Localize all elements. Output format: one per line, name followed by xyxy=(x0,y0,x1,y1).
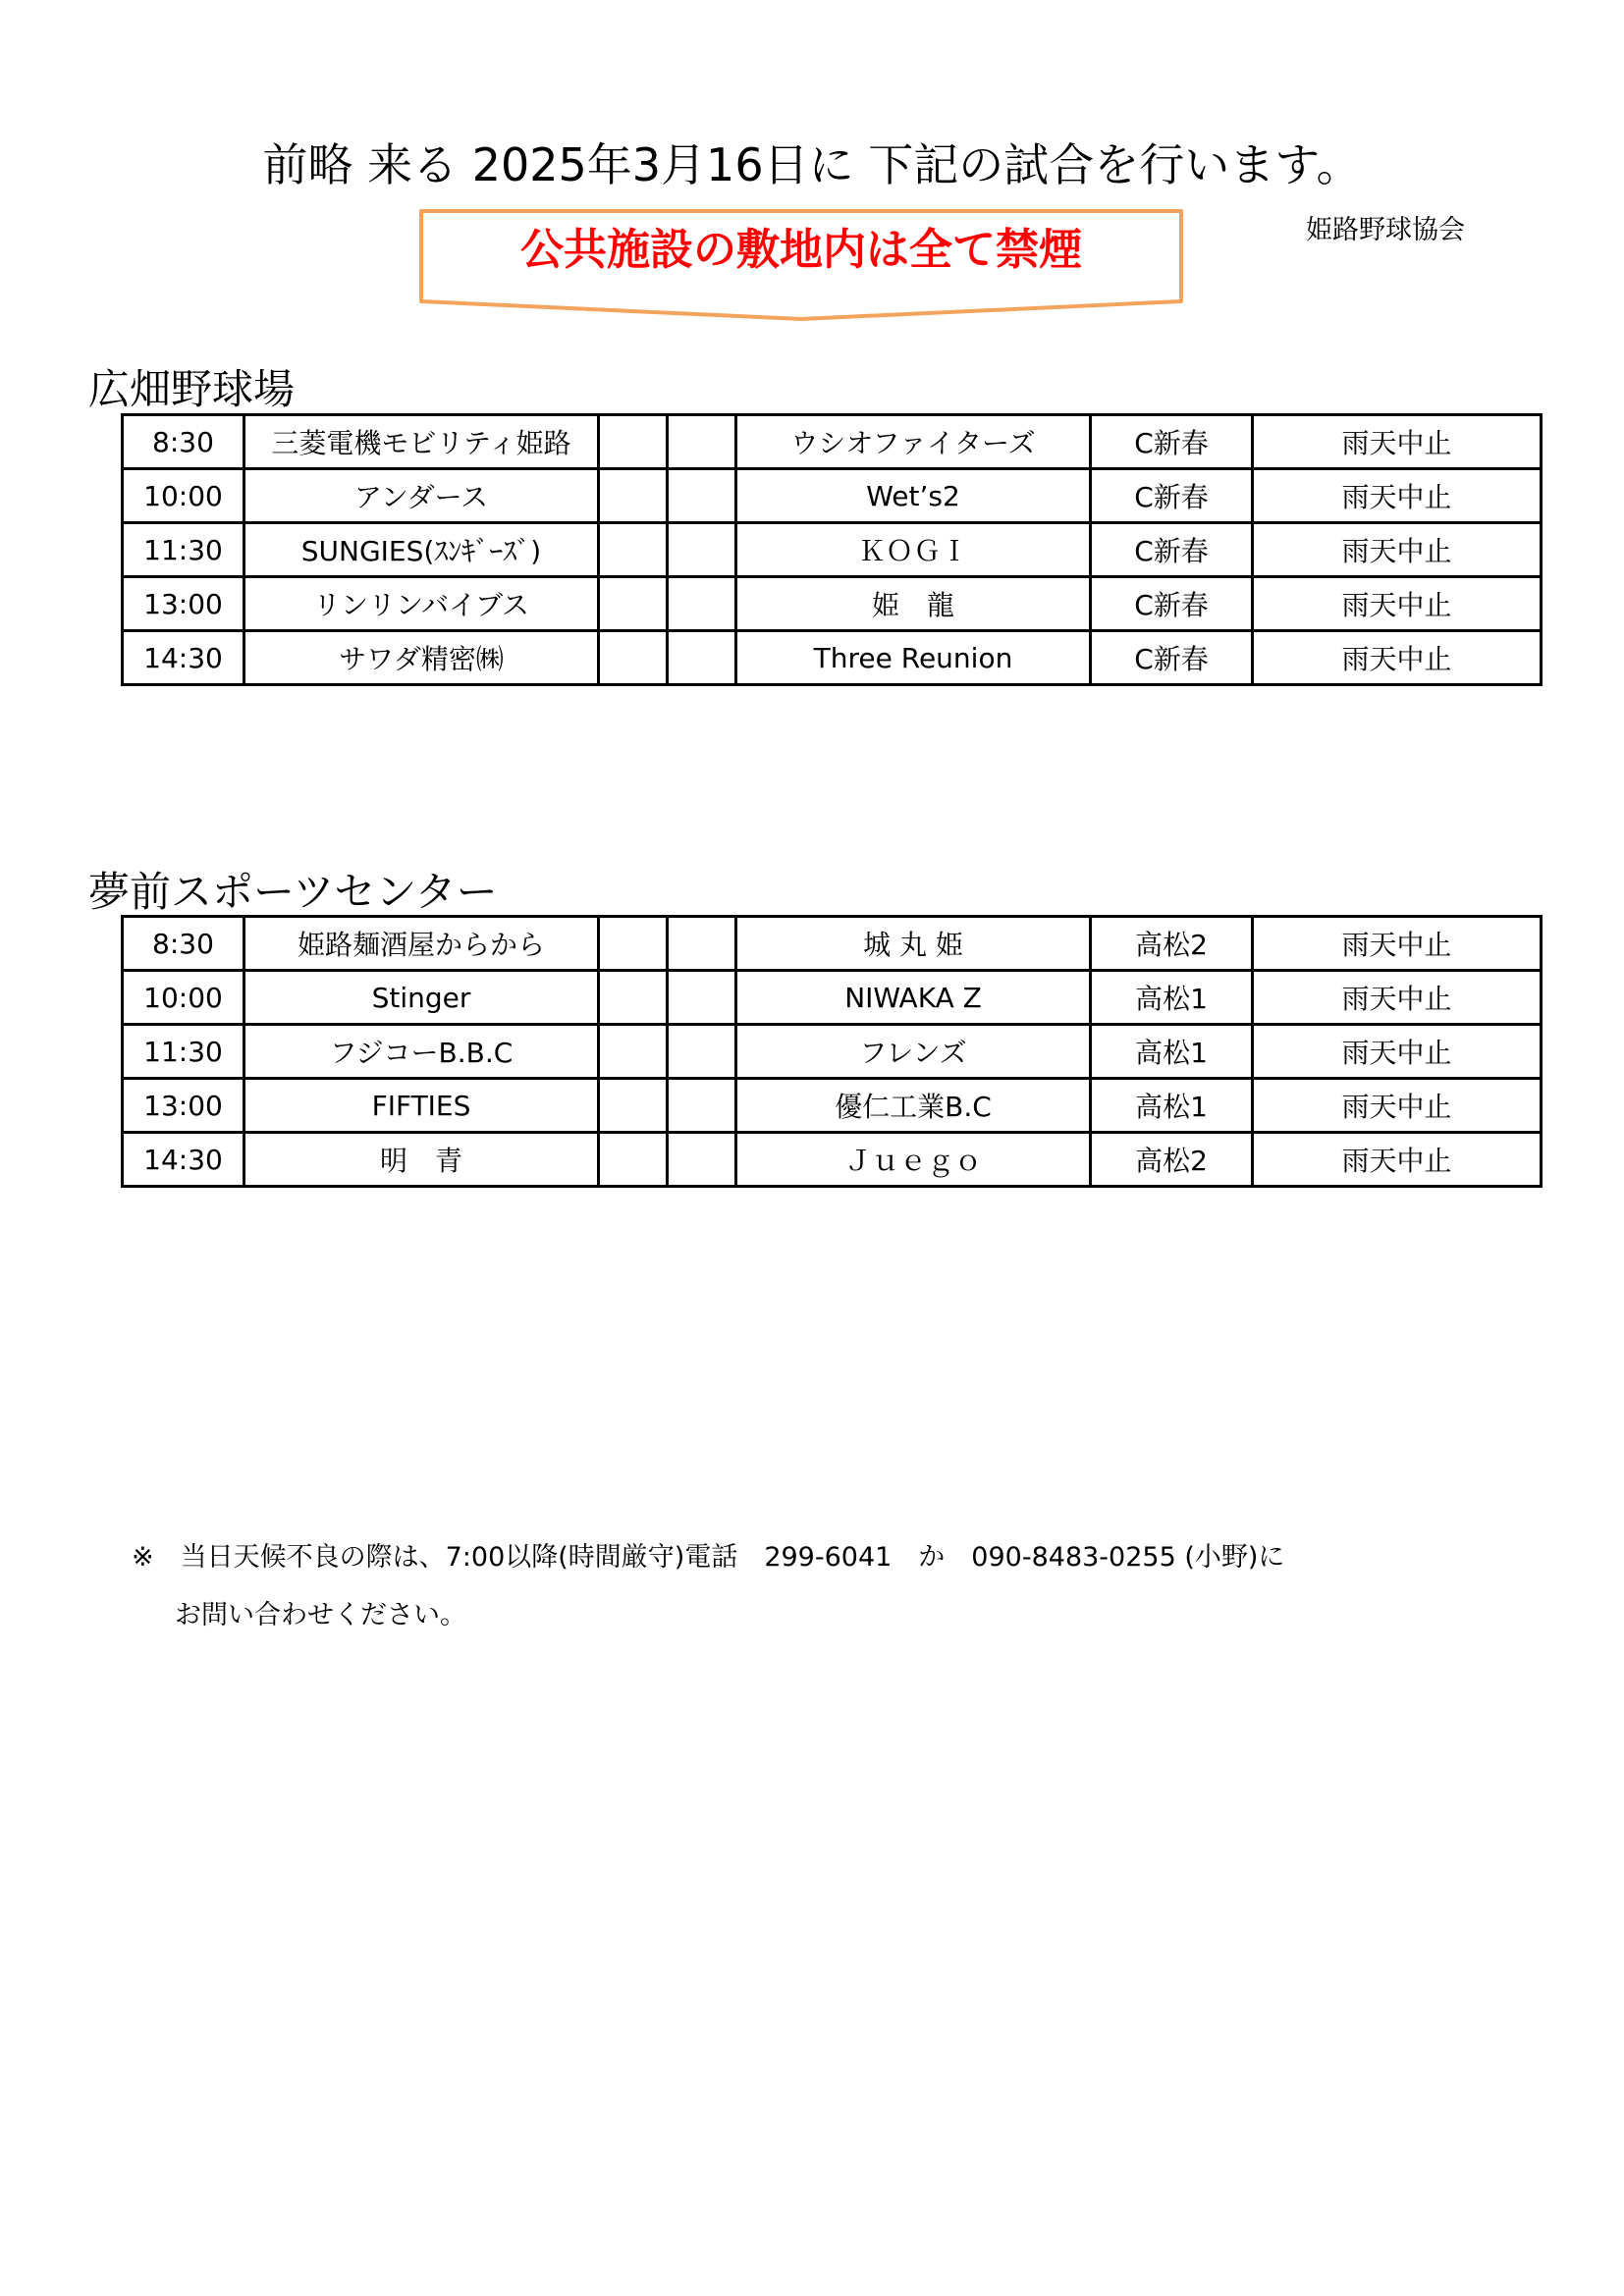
score1-cell xyxy=(599,917,668,971)
venue-title: 夢前スポーツセンター xyxy=(88,868,498,916)
banner-text: 公共施設の敷地内は全て禁煙 xyxy=(520,225,1082,275)
table-row xyxy=(123,523,1542,577)
team1-cell: アンダース xyxy=(244,469,599,523)
result-cell: 雨天中止 xyxy=(1253,1025,1542,1079)
table-row xyxy=(123,631,1542,685)
result-cell: 雨天中止 xyxy=(1253,631,1542,685)
league-cell: 高松2 xyxy=(1091,917,1253,971)
league-cell: C新春 xyxy=(1091,631,1253,685)
team1-cell: Stinger xyxy=(244,971,599,1025)
result-cell: 雨天中止 xyxy=(1253,971,1542,1025)
table-row xyxy=(123,415,1542,469)
table-row xyxy=(123,1025,1542,1079)
league-cell: C新春 xyxy=(1091,469,1253,523)
venue-title: 広畑野球場 xyxy=(88,365,296,413)
table-row xyxy=(123,1133,1542,1187)
score1-cell xyxy=(599,577,668,631)
team1-cell: SUNGIES(ｽﾝｷﾞｰｽﾞ) xyxy=(244,523,599,577)
time-cell: 14:30 xyxy=(123,1133,244,1187)
contact-note-line2: お問い合わせください。 xyxy=(175,1600,466,1630)
team2-cell: ＫＯＧＩ xyxy=(736,523,1091,577)
team2-cell: 姫 龍 xyxy=(736,577,1091,631)
table-row xyxy=(123,577,1542,631)
team2-cell: NIWAKA Z xyxy=(736,971,1091,1025)
team1-cell: 姫路麺酒屋からから xyxy=(244,917,599,971)
league-cell: C新春 xyxy=(1091,415,1253,469)
league-cell: 高松1 xyxy=(1091,971,1253,1025)
score1-cell xyxy=(599,1133,668,1187)
team1-cell: サワダ精密㈱ xyxy=(244,631,599,685)
table-row xyxy=(123,917,1542,971)
table-row xyxy=(123,1079,1542,1133)
score2-cell xyxy=(668,1133,736,1187)
score2-cell xyxy=(668,971,736,1025)
result-cell: 雨天中止 xyxy=(1253,523,1542,577)
score2-cell xyxy=(668,917,736,971)
score1-cell xyxy=(599,523,668,577)
team1-cell: フジコーB.B.C xyxy=(244,1025,599,1079)
team2-cell: Wet’s2 xyxy=(736,469,1091,523)
team2-cell: 優仁工業B.C xyxy=(736,1079,1091,1133)
league-cell: 高松1 xyxy=(1091,1079,1253,1133)
score2-cell xyxy=(668,415,736,469)
time-cell: 8:30 xyxy=(123,415,244,469)
team2-cell: フレンズ xyxy=(736,1025,1091,1079)
result-cell: 雨天中止 xyxy=(1253,1133,1542,1187)
time-cell: 11:30 xyxy=(123,1025,244,1079)
time-cell: 10:00 xyxy=(123,971,244,1025)
team2-cell: 城 丸 姫 xyxy=(736,917,1091,971)
score2-cell xyxy=(668,631,736,685)
no-smoking-banner xyxy=(418,207,1184,323)
score1-cell xyxy=(599,415,668,469)
contact-note-line1: ※ 当日天候不良の際は、7:00以降(時間厳守)電話 299-6041 か 090-8483-0255 (小野)に xyxy=(132,1542,1285,1573)
time-cell: 13:00 xyxy=(123,1079,244,1133)
team2-cell: Ｊｕｅｇｏ xyxy=(736,1133,1091,1187)
time-cell: 14:30 xyxy=(123,631,244,685)
team2-cell: ウシオファイターズ xyxy=(736,415,1091,469)
result-cell: 雨天中止 xyxy=(1253,415,1542,469)
team1-cell: FIFTIES xyxy=(244,1079,599,1133)
result-cell: 雨天中止 xyxy=(1253,917,1542,971)
team1-cell: 三菱電機モビリティ姫路 xyxy=(244,415,599,469)
table-row xyxy=(123,971,1542,1025)
result-cell: 雨天中止 xyxy=(1253,577,1542,631)
score2-cell xyxy=(668,1025,736,1079)
schedule-table-hirohata xyxy=(121,413,1543,686)
score2-cell xyxy=(668,469,736,523)
score2-cell xyxy=(668,523,736,577)
time-cell: 10:00 xyxy=(123,469,244,523)
time-cell: 8:30 xyxy=(123,917,244,971)
table-row xyxy=(123,469,1542,523)
score2-cell xyxy=(668,1079,736,1133)
score1-cell xyxy=(599,1079,668,1133)
page-heading: 前略 来る 2025年3月16日に 下記の試合を行います。 xyxy=(262,138,1362,191)
time-cell: 11:30 xyxy=(123,523,244,577)
league-cell: 高松2 xyxy=(1091,1133,1253,1187)
time-cell: 13:00 xyxy=(123,577,244,631)
organization-name: 姫路野球協会 xyxy=(1306,215,1465,245)
league-cell: C新春 xyxy=(1091,523,1253,577)
team2-cell: Three Reunion xyxy=(736,631,1091,685)
result-cell: 雨天中止 xyxy=(1253,469,1542,523)
league-cell: C新春 xyxy=(1091,577,1253,631)
schedule-table-yumesaki xyxy=(121,915,1543,1188)
league-cell: 高松1 xyxy=(1091,1025,1253,1079)
score2-cell xyxy=(668,577,736,631)
score1-cell xyxy=(599,971,668,1025)
score1-cell xyxy=(599,1025,668,1079)
score1-cell xyxy=(599,631,668,685)
team1-cell: リンリンバイブス xyxy=(244,577,599,631)
team1-cell: 明 青 xyxy=(244,1133,599,1187)
result-cell: 雨天中止 xyxy=(1253,1079,1542,1133)
score1-cell xyxy=(599,469,668,523)
